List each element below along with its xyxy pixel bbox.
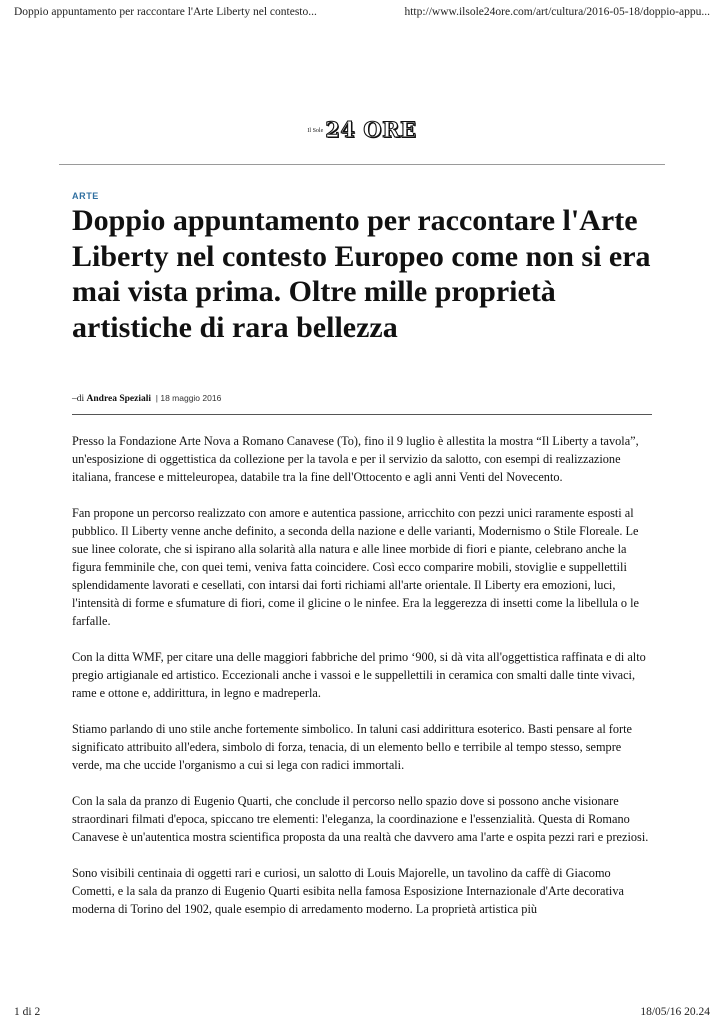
article-body: [72, 432, 654, 936]
logo-prefix: Il Sole: [307, 128, 324, 134]
category-link[interactable]: ARTE: [72, 191, 99, 201]
page-counter: 1 di 2: [14, 1006, 41, 1018]
article-paragraph: Con la ditta WMF, per citare una delle maggiori fabbriche del primo ‘900, si dà vita all'oggettistica raffinata e di alto pregio artigianale ed artistico. Eccezionali anche i vassoi e le suppellettili in ceramica con smalti dalle tinte vivaci, rame e ottone e, addirittura, in legno e madreperla.: [72, 650, 646, 700]
article-headline: Doppio appuntamento per raccontare l'Arte Liberty nel contesto Europeo come non si era mai vista prima. Oltre mille proprietà artistiche di rara bellezza: [72, 204, 651, 344]
print-page-title: Doppio appuntamento per raccontare l'Arte Liberty nel contesto...: [14, 6, 317, 18]
publish-date: 18 maggio 2016: [160, 393, 222, 403]
logo-wordmark: 24 ORE: [325, 117, 417, 142]
article-paragraph: Fan propone un percorso realizzato con amore e autentica passione, arricchito con pezzi unici raramente esposti al pubblico. Il Liberty venne anche definito, a seconda della nazione e delle varianti, Modernismo o Stile Floreale. Le sue linee colorate, che si ispirano alla solarità alla natura e alle linee morbide di fiori e piante, celebrano anche la figura femminile che, con quei temi, veniva fatta coincidere. Così ecco comparire mobili, stoviglie e suppellettili splendidamente lavorati e cesellati, con intarsi dai forti richiami all'arte orientale. Il Liberty era emozioni, luci, l'intensità di forme e sfumature di fiori, come il glicine o le ninfee. Era la leggerezza di insetti come la libellula o le farfalle.: [72, 506, 639, 628]
byline-prefix: –di: [72, 394, 85, 404]
print-page-url[interactable]: http://www.ilsole24ore.com/art/cultura/2016-05-18/doppio-appu...: [404, 6, 710, 18]
author-name[interactable]: Andrea Speziali: [86, 394, 151, 404]
article-paragraph: Sono visibili centinaia di oggetti rari e curiosi, un salotto di Louis Majorelle, un tavolino da caffè di Giacomo Cometti, e la sala da pranzo di Eugenio Quarti esibita nella famosa Esposizione Internazionale d'Arte decorativa moderna di Torino del 1902, quale esempio di arredamento moderno. La proprietà artistica più: [72, 866, 624, 916]
print-header: [14, 6, 710, 18]
site-logo[interactable]: [0, 119, 724, 140]
print-footer: [14, 1006, 710, 1018]
byline-divider: [72, 414, 652, 415]
article-paragraph: Stiamo parlando di uno stile anche fortemente simbolico. In taluni casi addirittura esoterico. Basti pensare al forte significato attribuito all'edera, simbolo di forza, tenacia, di un elemento bello e terribile al tempo stesso, sempre verde, ma che uccide l'organismo a cui si lega con radici immortali.: [72, 722, 633, 772]
byline-separator: |: [155, 393, 158, 403]
article-paragraph: Presso la Fondazione Arte Nova a Romano Canavese (To), fino il 9 luglio è allestita la mostra “Il Liberty a tavola”, un'esposizione di oggettistica da collezione per la tavola e per il servizio da salotto, con esempi di realizzazione italiana, francese e mitteleuropea, databile tra la fine dell'Ottocento e agli anni Venti del Novecento.: [72, 434, 639, 484]
article-paragraph: Con la sala da pranzo di Eugenio Quarti, che conclude il percorso nello spazio dove si possono anche visionare straordinari filmati d'epoca, spiccano tre elementi: l'eleganza, la coordinazione e l'essenzialità. Questa di Romano Canavese è un'autentica mostra scientifica proposta da una realtà che davvero ama l'arte e ospita pezzi rari e preziosi.: [72, 794, 649, 844]
header-divider: [59, 164, 665, 165]
byline: [72, 393, 221, 404]
print-timestamp: 18/05/16 20.24: [640, 1006, 710, 1018]
